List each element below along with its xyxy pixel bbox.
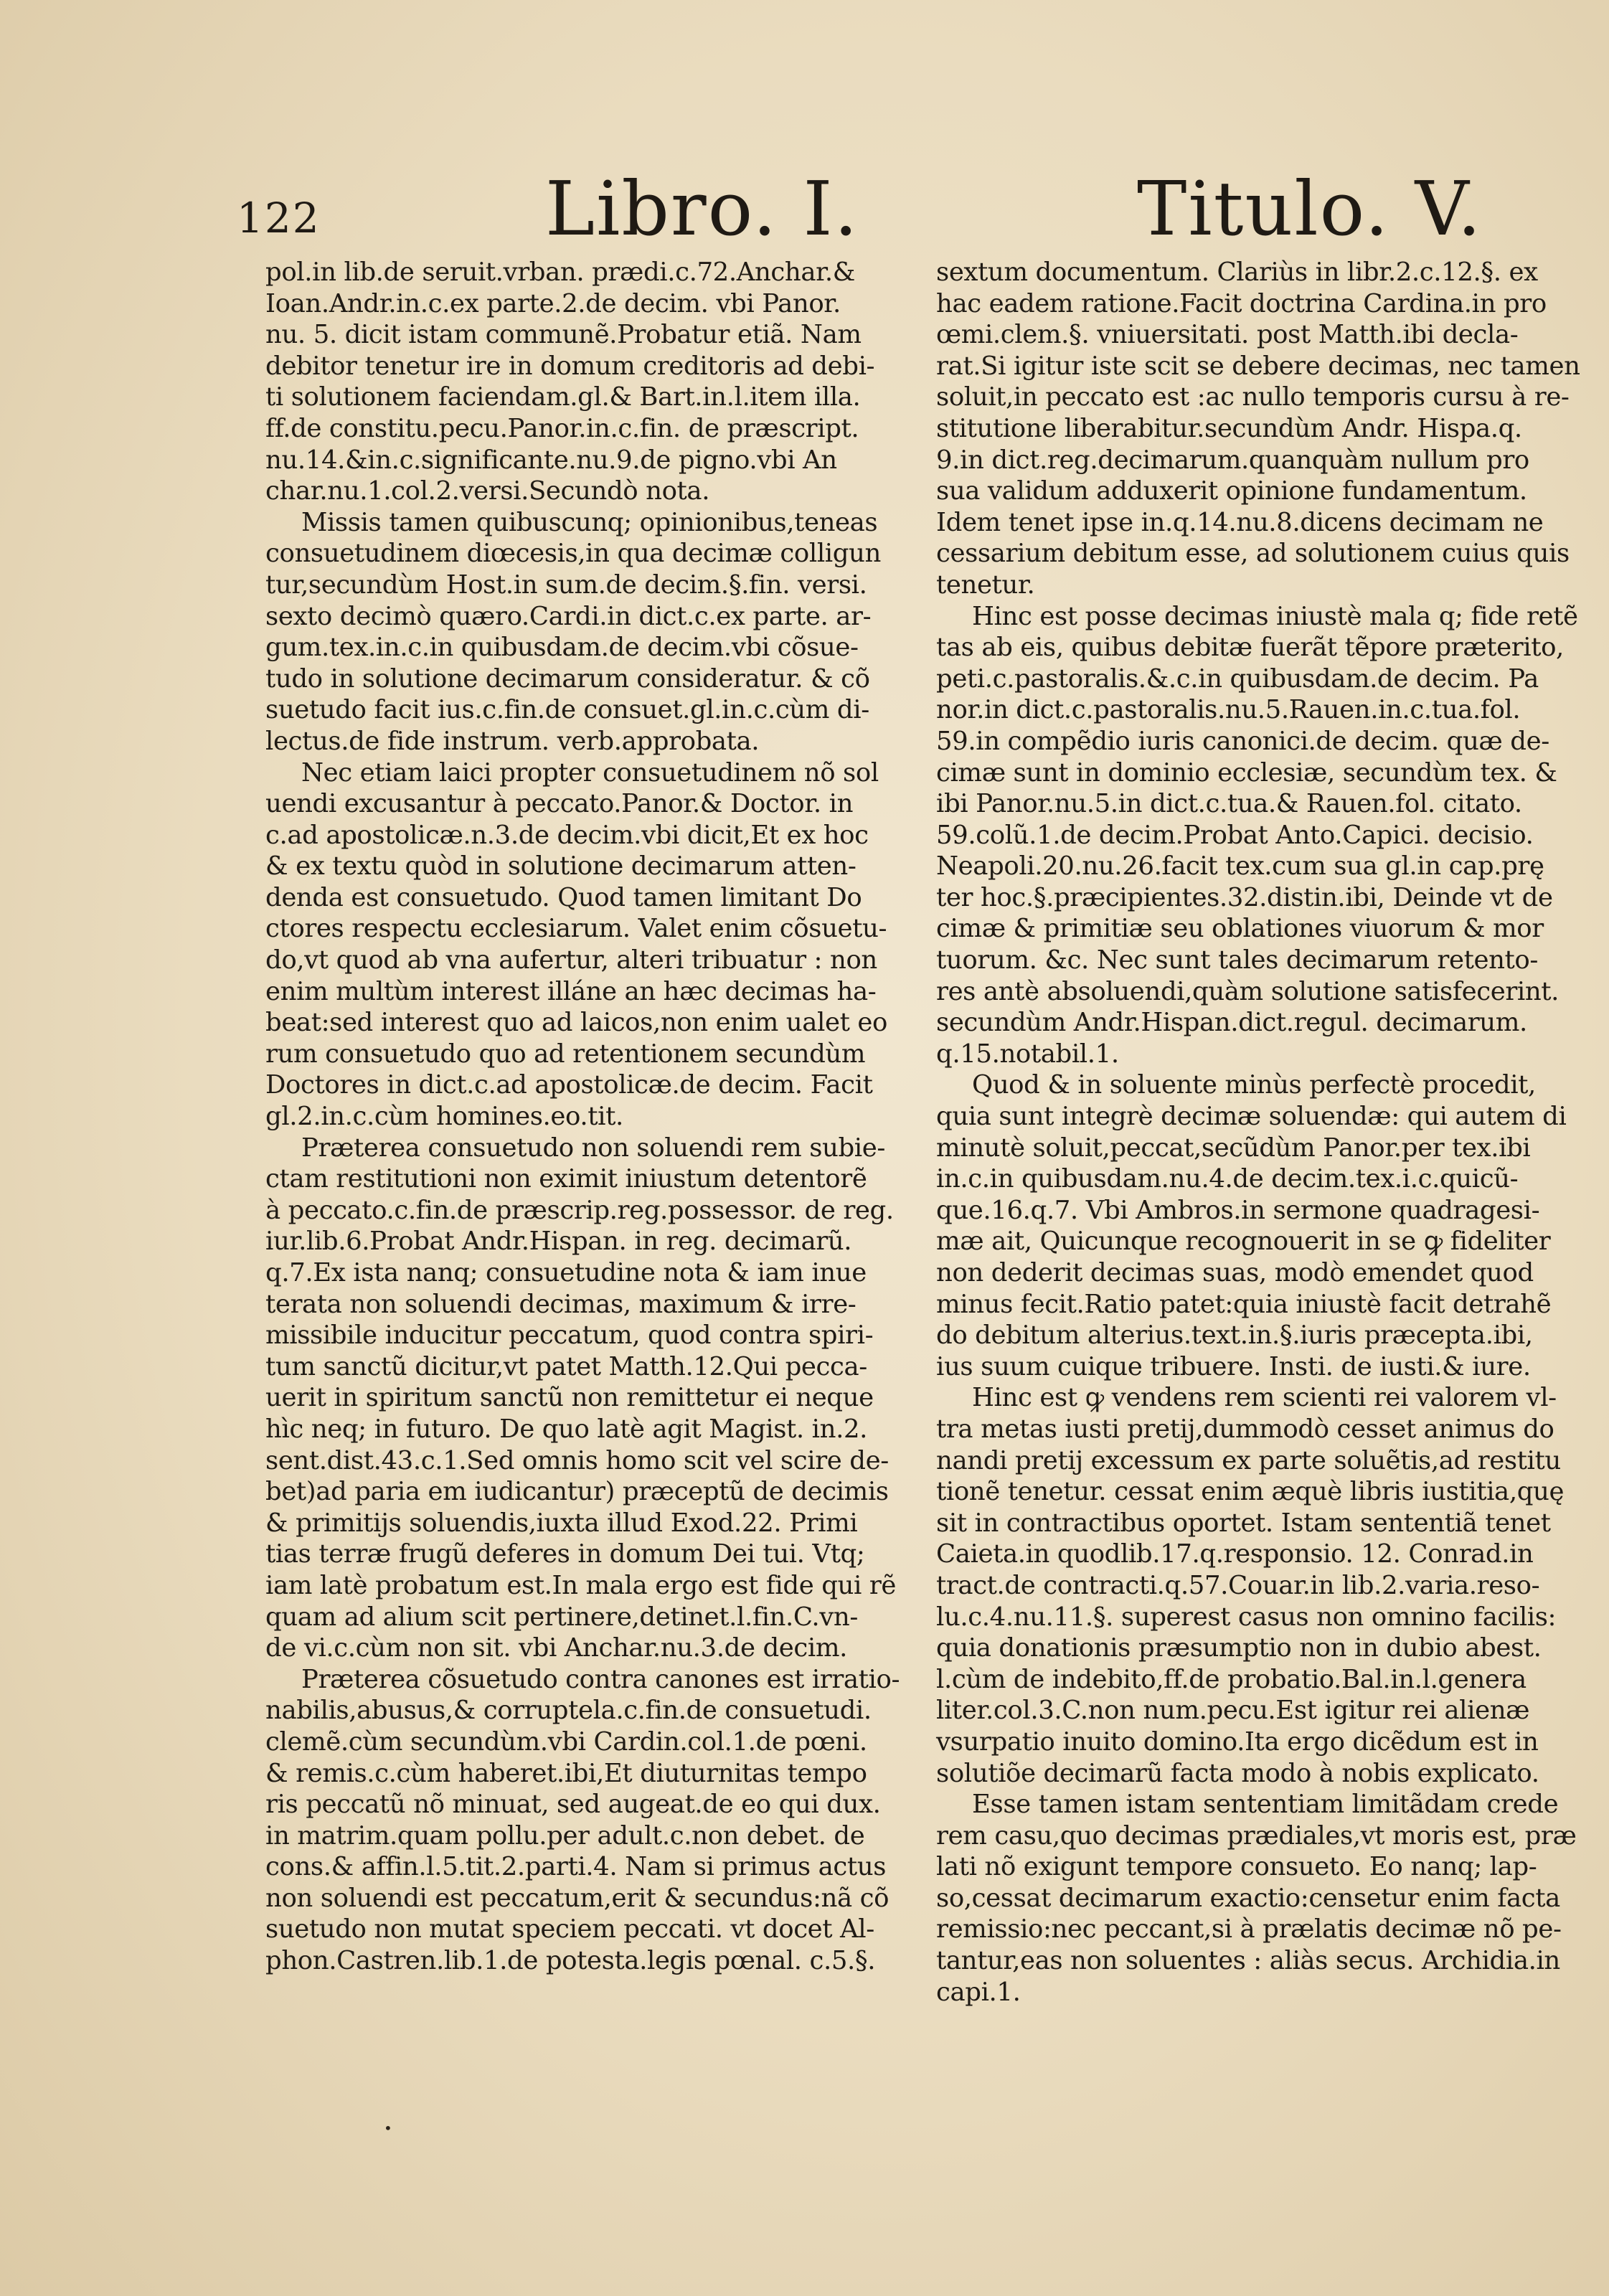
text-line: cimæ sunt in dominio ecclesiæ, secundùm tex. & bbox=[936, 757, 1557, 788]
text-line: tudo in solutione decimarum consideratur. & cõ bbox=[265, 663, 870, 694]
text-line: ff.de constitu.pecu.Panor.in.c.fin. de præscript. bbox=[265, 413, 859, 443]
text-line: iam latè probatum est.In mala ergo est fide qui rẽ bbox=[265, 1570, 897, 1600]
text-line: Nec etiam laici propter consuetudinem nõ sol bbox=[301, 757, 879, 788]
text-line: Præterea cõsuetudo contra canones est irratio- bbox=[301, 1664, 900, 1694]
text-line: & ex textu quòd in solutione decimarum atten- bbox=[265, 851, 857, 882]
text-line: sit in contractibus oportet. Istam sententiã tenet bbox=[936, 1508, 1551, 1538]
text-line: & remis.c.cùm haberet.ibi,Et diuturnitas tempo bbox=[265, 1758, 867, 1788]
text-line: quam ad alium scit pertinere,detinet.l.fin.C.vn- bbox=[265, 1602, 858, 1632]
text-line: uerit in spiritum sanctũ non remittetur ei neque bbox=[265, 1383, 874, 1413]
text-line: capi.1. bbox=[936, 1977, 1021, 2007]
text-line: so,cessat decimarum exactio:censetur enim facta bbox=[936, 1883, 1560, 1913]
text-line: ius suum cuique tribuere. Insti. de iusti.& iure. bbox=[936, 1351, 1531, 1381]
text-line: gl.2.in.c.cùm homines.eo.tit. bbox=[265, 1102, 623, 1132]
text-line: secundùm Andr.Hispan.dict.regul. decimarum. bbox=[936, 1008, 1527, 1038]
text-line: ctam restitutioni non eximit iniustum detentorẽ bbox=[265, 1164, 867, 1194]
text-line: sua validum adduxerit opinione fundamentum. bbox=[936, 476, 1527, 506]
text-line: de vi.c.cùm non sit. vbi Anchar.nu.3.de decim. bbox=[265, 1633, 847, 1663]
text-line: suetudo facit ius.c.fin.de consuet.gl.in.c.cùm di- bbox=[265, 695, 869, 725]
text-line: Quod & in soluente minùs perfectè procedit, bbox=[972, 1070, 1536, 1100]
right-text-column bbox=[936, 257, 1580, 2008]
text-line: rat.Si igitur iste scit se debere decimas, nec tamen bbox=[936, 351, 1580, 381]
text-line: minutè soluit,peccat,secũdùm Panor.per tex.ibi bbox=[936, 1133, 1531, 1163]
page-header bbox=[0, 165, 1609, 258]
text-line: ibi Panor.nu.5.in dict.c.tua.& Rauen.fol. citato. bbox=[936, 789, 1522, 819]
text-line: hac eadem ratione.Facit doctrina Cardina.in pro bbox=[936, 288, 1547, 318]
text-line: clemẽ.cùm secundùm.vbi Cardin.col.1.de pœni. bbox=[265, 1726, 867, 1757]
text-line: & primitijs soluendis,iuxta illud Exod.22. Primi bbox=[265, 1508, 858, 1538]
text-line: bet)ad paria em iudicantur) præceptũ de decimis bbox=[265, 1477, 889, 1507]
text-line: lu.c.4.nu.11.§. superest casus non omnino facilis: bbox=[936, 1602, 1557, 1632]
left-text-column bbox=[265, 257, 900, 1977]
text-line: liter.col.3.C.non num.pecu.Est igitur rei alienæ bbox=[936, 1696, 1530, 1726]
page-number: 122 bbox=[237, 194, 321, 242]
catchword-mark: • bbox=[384, 2120, 392, 2137]
text-line: terata non soluendi decimas, maximum & irre- bbox=[265, 1289, 857, 1319]
text-line: tias terræ frugũ deferes in domum Dei tui. Vtq; bbox=[265, 1539, 865, 1569]
text-line: l.cùm de indebito,ff.de probatio.Bal.in.l.genera bbox=[936, 1664, 1527, 1694]
text-line: Hinc est ꝙ vendens rem scienti rei valorem vl- bbox=[972, 1383, 1557, 1413]
text-line: lectus.de fide instrum. verb.approbata. bbox=[265, 726, 760, 756]
text-line: denda est consuetudo. Quod tamen limitant Do bbox=[265, 882, 862, 912]
text-line: Idem tenet ipse in.q.14.nu.8.dicens decimam ne bbox=[936, 507, 1544, 537]
text-line: Hinc est posse decimas iniustè mala q; fide retẽ bbox=[972, 601, 1578, 631]
text-line: gum.tex.in.c.in quibusdam.de decim.vbi cõsue- bbox=[265, 633, 859, 663]
text-line: Neapoli.20.nu.26.facit tex.cum sua gl.in cap.prę bbox=[936, 851, 1544, 882]
text-line: tract.de contracti.q.57.Couar.in lib.2.varia.reso- bbox=[936, 1570, 1540, 1600]
text-line: à peccato.c.fin.de præscrip.reg.possessor. de reg. bbox=[265, 1195, 894, 1225]
text-line: iur.lib.6.Probat Andr.Hispan. in reg. decimarũ. bbox=[265, 1227, 852, 1257]
text-line: 9.in dict.reg.decimarum.quanquàm nullum pro bbox=[936, 445, 1529, 475]
text-line: quia sunt integrè decimæ soluendæ: qui autem di bbox=[936, 1102, 1567, 1132]
text-line: do debitum alterius.text.in.§.iuris præcepta.ibi, bbox=[936, 1321, 1533, 1351]
text-line: phon.Castren.lib.1.de potesta.legis pœnal. c.5.§. bbox=[265, 1946, 876, 1976]
text-line: do,vt quod ab vna aufertur, alteri tribuatur : non bbox=[265, 945, 877, 975]
text-line: ti solutionem faciendam.gl.& Bart.in.l.item illa. bbox=[265, 382, 861, 412]
text-line: Præterea consuetudo non soluendi rem subie- bbox=[301, 1133, 885, 1163]
text-line: pol.in lib.de seruit.vrban. prædi.c.72.Anchar.& bbox=[265, 258, 855, 287]
text-line: quia donationis præsumptio non in dubio abest. bbox=[936, 1633, 1542, 1663]
text-line: peti.c.pastoralis.&.c.in quibusdam.de decim. Pa bbox=[936, 663, 1539, 694]
text-line: ter hoc.§.præcipientes.32.distin.ibi, Deinde vt de bbox=[936, 882, 1553, 912]
text-line: solutiõe decimarũ facta modo à nobis explicato. bbox=[936, 1758, 1539, 1788]
text-line: mæ ait, Quicunque recognouerit in se ꝙ fideliter bbox=[936, 1227, 1551, 1257]
text-line: non dederit decimas suas, modò emendet quod bbox=[936, 1258, 1534, 1288]
text-line: 59.in compẽdio iuris canonici.de decim. quæ de- bbox=[936, 726, 1549, 756]
text-line: remissio:nec peccant,si à prælatis decimæ nõ pe- bbox=[936, 1914, 1562, 1945]
text-line: nu. 5. dicit istam communẽ.Probatur etiã. Nam bbox=[265, 320, 862, 350]
text-line: sent.dist.43.c.1.Sed omnis homo scit vel scire de- bbox=[265, 1445, 889, 1475]
text-line: Doctores in dict.c.ad apostolicæ.de decim. Facit bbox=[265, 1070, 873, 1100]
text-line: nor.in dict.c.pastoralis.nu.5.Rauen.in.c.tua.fol. bbox=[936, 695, 1521, 725]
text-line: Missis tamen quibuscunq; opinionibus,teneas bbox=[301, 507, 878, 537]
text-line: sexto decimò quæro.Cardi.in dict.c.ex parte. ar- bbox=[265, 601, 872, 631]
text-line: missibile inducitur peccatum, quod contra spiri- bbox=[265, 1321, 874, 1351]
text-line: que.16.q.7. Vbi Ambros.in sermone quadragesi- bbox=[936, 1195, 1540, 1225]
text-line: q.7.Ex ista nanq; consuetudine nota & iam inue bbox=[265, 1258, 867, 1288]
text-line: suetudo non mutat speciem peccati. vt docet Al- bbox=[265, 1914, 874, 1945]
text-line: tenetur. bbox=[936, 570, 1035, 600]
text-line: œmi.clem.§. vniuersitati. post Matth.ibi decla- bbox=[936, 320, 1519, 350]
text-line: tantur,eas non soluentes : aliàs secus. Archidia.in bbox=[936, 1946, 1560, 1976]
text-line: Esse tamen istam sententiam limitãdam crede bbox=[972, 1790, 1559, 1820]
text-line: rum consuetudo quo ad retentionem secundùm bbox=[265, 1039, 866, 1069]
text-line: tum sanctũ dicitur,vt patet Matth.12.Qui pecca- bbox=[265, 1351, 867, 1381]
running-title-right: Titulo. V. bbox=[1137, 165, 1483, 252]
text-line: res antè absoluendi,quàm solutione satisfecerint. bbox=[936, 976, 1560, 1006]
text-line: stitutione liberabitur.secundùm Andr. Hispa.q. bbox=[936, 413, 1522, 443]
text-line: tionẽ tenetur. cessat enim æquè libris iustitia,quę bbox=[936, 1477, 1565, 1507]
text-line: char.nu.1.col.2.versi.Secundò nota. bbox=[265, 476, 710, 506]
text-line: Caieta.in quodlib.17.q.responsio. 12. Conrad.in bbox=[936, 1539, 1534, 1569]
text-line: sextum documentum. Clariùs in libr.2.c.12.§. ex bbox=[936, 258, 1538, 287]
text-line: debitor tenetur ire in domum creditoris ad debi- bbox=[265, 351, 875, 381]
text-line: consuetudinem diœcesis,in qua decimæ colligun bbox=[265, 539, 881, 569]
text-line: uendi excusantur à peccato.Panor.& Doctor. in bbox=[265, 789, 854, 819]
text-line: beat:sed interest quo ad laicos,non enim ualet eo bbox=[265, 1008, 887, 1038]
text-line: in.c.in quibusdam.nu.4.de decim.tex.i.c.quicũ- bbox=[936, 1164, 1519, 1194]
text-line: 59.colũ.1.de decim.Probat Anto.Capici. decisio. bbox=[936, 820, 1534, 850]
text-line: tas ab eis, quibus debitæ fuerãt tẽpore præterito, bbox=[936, 633, 1564, 663]
text-line: enim multùm interest illáne an hæc decimas ha- bbox=[265, 976, 877, 1006]
text-line: ctores respectu ecclesiarum. Valet enim cõsuetu- bbox=[265, 914, 887, 944]
text-line: nabilis,abusus,& corruptela.c.fin.de consuetudi. bbox=[265, 1696, 872, 1726]
text-line: q.15.notabil.1. bbox=[936, 1039, 1119, 1069]
text-line: c.ad apostolicæ.n.3.de decim.vbi dicit,Et ex hoc bbox=[265, 820, 869, 850]
text-line: tra metas iusti pretij,dummodò cesset animus do bbox=[936, 1414, 1554, 1444]
text-line: cessarium debitum esse, ad solutionem cuius quis bbox=[936, 539, 1570, 569]
text-line: vsurpatio inuito domino.Ita ergo dicẽdum est in bbox=[936, 1726, 1539, 1757]
text-line: ris peccatũ nõ minuat, sed augeat.de eo qui dux. bbox=[265, 1790, 881, 1820]
text-line: cons.& affin.l.5.tit.2.parti.4. Nam si primus actus bbox=[265, 1852, 887, 1882]
text-line: Ioan.Andr.in.c.ex parte.2.de decim. vbi Panor. bbox=[265, 288, 841, 318]
text-line: in matrim.quam pollu.per adult.c.non debet. de bbox=[265, 1820, 865, 1851]
text-line: minus fecit.Ratio patet:quia iniustè facit detrahẽ bbox=[936, 1289, 1552, 1319]
text-line: tuorum. &c. Nec sunt tales decimarum retento- bbox=[936, 945, 1538, 975]
text-line: rem casu,quo decimas prædiales,vt moris est, præ bbox=[936, 1820, 1577, 1851]
text-line: non soluendi est peccatum,erit & secundus:nã cõ bbox=[265, 1883, 890, 1913]
running-title-left: Libro. I. bbox=[545, 165, 859, 252]
text-line: tur,secundùm Host.in sum.de decim.§.fin. versi. bbox=[265, 570, 867, 600]
text-line: hìc neq; in futuro. De quo latè agit Magist. in.2. bbox=[265, 1414, 868, 1444]
text-line: cimæ & primitiæ seu oblationes viuorum & mor bbox=[936, 914, 1544, 944]
text-line: nu.14.&in.c.significante.nu.9.de pigno.vbi An bbox=[265, 445, 837, 475]
text-line: soluit,in peccato est :ac nullo temporis cursu à re- bbox=[936, 382, 1570, 412]
text-line: nandi pretij excessum ex parte soluẽtis,ad restitu bbox=[936, 1445, 1561, 1475]
text-line: lati nõ exigunt tempore consueto. Eo nanq; lap- bbox=[936, 1852, 1537, 1882]
